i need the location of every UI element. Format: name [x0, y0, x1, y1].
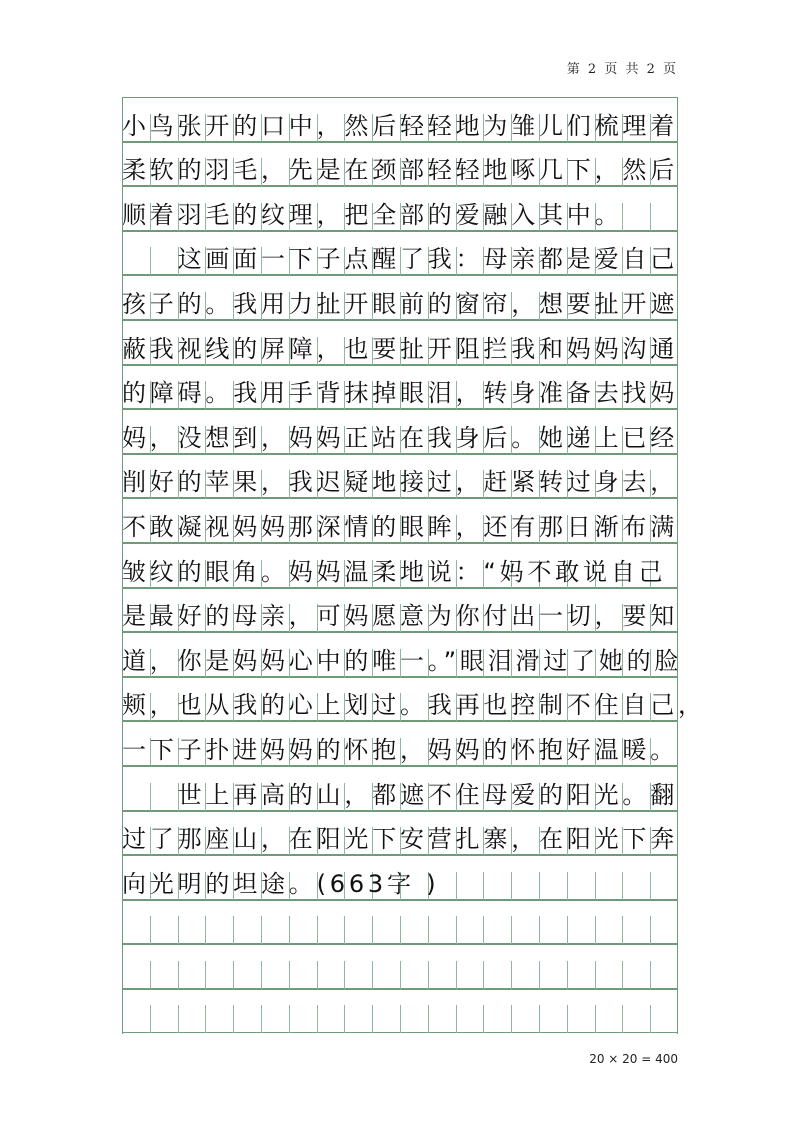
grid-row — [122, 811, 678, 856]
grid-row — [122, 944, 678, 989]
grid-cell — [317, 916, 345, 944]
grid-cell — [428, 961, 456, 989]
cell-strip — [122, 916, 678, 944]
grid-row — [122, 275, 678, 320]
grid-cell — [650, 203, 678, 231]
grid-cell — [622, 961, 650, 989]
grid-cell — [483, 1005, 511, 1033]
row-rule — [122, 142, 678, 143]
grid-row — [122, 543, 678, 588]
grid-cell — [261, 916, 289, 944]
grid-row — [122, 365, 678, 410]
grid-cell — [205, 961, 233, 989]
grid-cell — [289, 1005, 317, 1033]
grid-cell — [483, 916, 511, 944]
grid-cell — [483, 872, 511, 900]
grid-cell — [261, 1005, 289, 1033]
text-line: 妈，没想到，妈妈正站在我身后。她递上已经 — [122, 423, 678, 452]
grid-cell — [233, 916, 261, 944]
grid-cell — [150, 1005, 178, 1033]
row-rule — [122, 365, 678, 366]
grid-cell — [400, 1005, 428, 1033]
row-rule — [122, 231, 678, 232]
grid-cell — [344, 1005, 372, 1033]
text-line: 过了那座山，在阳光下安营扎寨，在阳光下奔 — [122, 825, 678, 854]
grid-cell — [622, 872, 650, 900]
grid-row — [122, 498, 678, 543]
grid-row — [122, 632, 683, 677]
grid-cell — [567, 916, 595, 944]
grid-cell — [622, 916, 650, 944]
row-rule — [122, 454, 678, 455]
grid-cell — [428, 1005, 456, 1033]
grid-cell — [233, 961, 261, 989]
composition-grid — [122, 97, 706, 1033]
grid-cell — [122, 961, 150, 989]
text-line: 的障碍。我用手背抹掉眼泪，转身准备去找妈 — [122, 379, 678, 408]
row-rule — [122, 855, 678, 856]
grid-cell — [150, 916, 178, 944]
grid-cell — [483, 961, 511, 989]
grid-row — [122, 677, 706, 722]
grid-cell — [456, 961, 484, 989]
grid-cell — [567, 1005, 595, 1033]
grid-row — [122, 989, 678, 1034]
grid-cell — [539, 872, 567, 900]
text-line: 蔽我视线的屏障，也要扯开阻拦我和妈妈沟通 — [122, 334, 678, 363]
text-line: 皱纹的眼角。妈妈温柔地说：“妈不敢说自己 — [122, 557, 667, 586]
grid-cell — [539, 961, 567, 989]
grid-cell — [539, 1005, 567, 1033]
text-line: 小鸟张开的口中，然后轻轻地为雏儿们梳理着 — [122, 111, 678, 140]
row-rule — [122, 944, 678, 945]
grid-cell — [539, 916, 567, 944]
grid-cell — [595, 916, 623, 944]
text-line: 顺着羽毛的纹理，把全部的爱融入其中。 — [122, 200, 623, 229]
grid-row — [122, 320, 678, 365]
grid-row — [122, 588, 678, 633]
grid-cell — [595, 1005, 623, 1033]
row-rule — [122, 588, 678, 589]
grid-cell — [650, 961, 678, 989]
grid-cell — [595, 961, 623, 989]
text-line: 这画面一下子点醒了我：母亲都是爱自己 — [177, 245, 678, 274]
grid-cell — [205, 1005, 233, 1033]
grid-cell — [372, 916, 400, 944]
grid-cell — [289, 961, 317, 989]
grid-cell — [511, 872, 539, 900]
grid-row — [122, 142, 678, 187]
text-line: 削好的苹果，我迟疑地接过，赶紧转过身去， — [122, 468, 678, 497]
text-line: 是最好的母亲，可妈愿意为你付出一切，要知 — [122, 602, 678, 631]
grid-cell — [456, 1005, 484, 1033]
grid-cell — [317, 961, 345, 989]
grid-cell — [289, 916, 317, 944]
grid-cell — [372, 1005, 400, 1033]
grid-cell — [344, 961, 372, 989]
row-rule — [122, 989, 678, 990]
grid-cell — [233, 1005, 261, 1033]
text-line: 不敢凝视妈妈那深情的眼眸，还有那日渐布满 — [122, 512, 678, 541]
row-rule — [122, 275, 678, 276]
grid-cell — [150, 961, 178, 989]
grid-cell — [150, 247, 178, 275]
cell-strip — [122, 1005, 678, 1033]
grid-cell — [622, 1005, 650, 1033]
grid-row — [122, 97, 678, 142]
grid-row — [122, 855, 678, 900]
grid-cell — [178, 961, 206, 989]
grid-cell — [511, 1005, 539, 1033]
grid-cell — [178, 916, 206, 944]
grid-cell — [567, 961, 595, 989]
grid-cell — [317, 1005, 345, 1033]
grid-row — [122, 454, 678, 499]
text-line: 一下子扑进妈妈的怀抱，妈妈的怀抱好温暖。 — [122, 735, 678, 764]
grid-cell — [122, 916, 150, 944]
grid-cell — [344, 916, 372, 944]
grid-row — [122, 721, 678, 766]
grid-cell — [567, 872, 595, 900]
grid-row — [122, 186, 678, 231]
grid-cell — [428, 916, 456, 944]
grid-row — [122, 766, 678, 811]
grid-cell — [400, 916, 428, 944]
grid-cell — [205, 916, 233, 944]
grid-cell — [511, 916, 539, 944]
grid-cell — [622, 203, 650, 231]
grid-size-label: 20 × 20 = 400 — [589, 1052, 678, 1066]
row-rule — [122, 543, 678, 544]
grid-cell — [122, 247, 150, 275]
grid-cell — [456, 872, 484, 900]
row-rule — [122, 900, 678, 901]
grid-cell — [178, 1005, 206, 1033]
text-line: 孩子的。我用力扯开眼前的窗帘，想要扯开遮 — [122, 289, 678, 318]
text-line: 颊，也从我的心上划过。我再也控制不住自己， — [122, 691, 706, 720]
row-rule — [122, 632, 678, 633]
grid-cell — [122, 783, 150, 811]
text-line: 道，你是妈妈心中的唯一。”眼泪滑过了她的脸 — [122, 646, 683, 675]
grid-row — [122, 409, 678, 454]
row-rule — [122, 320, 678, 321]
grid-row — [122, 231, 678, 276]
row-rule — [122, 498, 678, 499]
row-rule — [122, 811, 678, 812]
grid-cell — [650, 872, 678, 900]
grid-cell — [372, 961, 400, 989]
grid-cell — [150, 783, 178, 811]
text-line: 向光明的坦途。(663字 ) — [122, 869, 440, 898]
grid-cell — [400, 961, 428, 989]
row-rule — [122, 677, 678, 678]
row-rule — [122, 97, 678, 98]
grid-cell — [261, 961, 289, 989]
grid-cell — [511, 961, 539, 989]
grid-cell — [456, 916, 484, 944]
row-rule — [122, 409, 678, 410]
row-rule — [122, 186, 678, 187]
grid-cell — [650, 916, 678, 944]
cell-strip — [122, 961, 678, 989]
page-number-label: 第 2 页 共 2 页 — [566, 62, 678, 77]
row-rule — [122, 721, 678, 722]
grid-cell — [595, 872, 623, 900]
grid-cell — [650, 1005, 678, 1033]
text-line: 世上再高的山，都遮不住母爱的阳光。翻 — [177, 780, 678, 809]
text-line: 柔软的羽毛，先是在颈部轻轻地啄几下，然后 — [122, 156, 678, 185]
grid-row — [122, 900, 678, 945]
row-rule — [122, 766, 678, 767]
grid-cell — [122, 1005, 150, 1033]
